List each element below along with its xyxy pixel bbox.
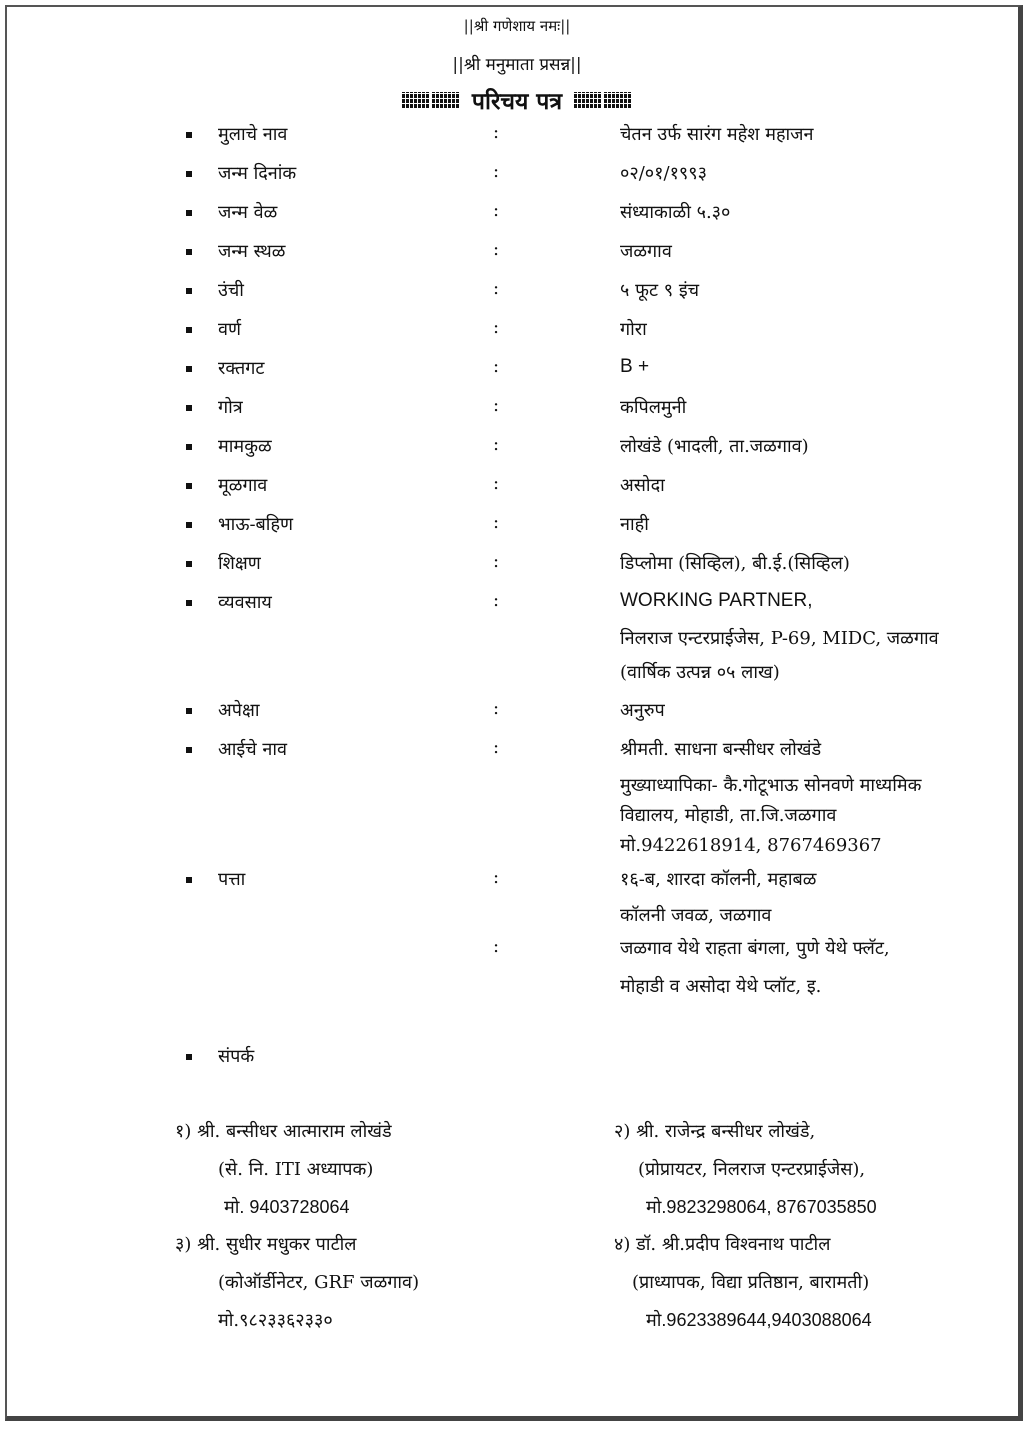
contact-name: ४) डॉ. श्री.प्रदीप विश्वनाथ पाटील: [614, 1234, 831, 1255]
field-value: असोदा: [620, 475, 665, 496]
field-colon: :: [493, 698, 500, 719]
bullet-icon: [186, 522, 192, 528]
contact-name: ३) श्री. सुधीर मधुकर पाटील: [175, 1234, 357, 1255]
contact-label: संपर्क: [218, 1046, 255, 1067]
bullet-icon: [186, 327, 192, 333]
field-row: [0, 590, 1034, 620]
field-label: पत्ता: [218, 869, 246, 890]
field-colon: :: [493, 239, 500, 260]
field-colon: :: [493, 161, 500, 182]
bullet-icon: [186, 249, 192, 255]
ornament-left-icon: [400, 90, 462, 110]
field-colon: :: [493, 512, 500, 533]
field-row: [0, 512, 1034, 542]
field-colon: :: [493, 551, 500, 572]
field-colon: :: [493, 278, 500, 299]
document-title: परिचय पत्र: [471, 88, 563, 115]
field-row: [0, 395, 1034, 425]
field-row: [0, 867, 1034, 897]
field-value-continued: मो.9422618914, 8767469367: [620, 835, 882, 856]
field-colon: :: [493, 867, 500, 888]
field-colon: :: [493, 936, 500, 957]
field-row: [0, 200, 1034, 230]
field-label: भाऊ-बहिण: [218, 514, 294, 535]
field-value: ५ फूट ९ इंच: [620, 280, 700, 301]
contact-phone: मो.9823298064, 8767035850: [646, 1197, 877, 1217]
contact-name: १) श्री. बन्सीधर आत्माराम लोखंडे: [175, 1121, 392, 1142]
field-value: डिप्लोमा (सिव्हिल), बी.ई.(सिव्हिल): [620, 553, 850, 574]
field-value: चेतन उर्फ सारंग महेश महाजन: [620, 124, 814, 145]
bullet-icon: [186, 747, 192, 753]
field-row: [0, 239, 1034, 269]
contact-role: (कोऑर्डीनेटर, GRF जळगाव): [218, 1272, 420, 1293]
contact-role: (प्राध्यापक, विद्या प्रतिष्ठान, बारामती): [632, 1272, 870, 1293]
field-value: जळगाव: [620, 241, 672, 262]
field-row: [0, 356, 1034, 386]
field-value: श्रीमती. साधना बन्सीधर लोखंडे: [620, 739, 822, 760]
field-colon: :: [493, 200, 500, 221]
field-colon: :: [493, 737, 500, 758]
bullet-icon: [186, 708, 192, 714]
field-label: आईचे नाव: [218, 739, 288, 760]
field-colon: :: [493, 590, 500, 611]
field-label: वर्ण: [218, 319, 242, 340]
field-row: [0, 317, 1034, 347]
field-label: उंची: [218, 280, 244, 301]
contact-phone: मो.9623389644,9403088064: [646, 1310, 872, 1330]
field-row: [0, 737, 1034, 767]
field-value: लोखंडे (भादली, ता.जळगाव): [620, 436, 809, 457]
field-value-continued: (वार्षिक उत्पन्न ०५ लाख): [620, 662, 780, 683]
field-value: ०२/०१/१९९३: [620, 163, 708, 184]
field-row: [0, 473, 1034, 503]
field-value-continued: विद्यालय, मोहाडी, ता.जि.जळगाव: [620, 805, 837, 826]
bullet-icon: [186, 444, 192, 450]
field-row: [0, 698, 1034, 728]
field-colon: :: [493, 473, 500, 494]
field-label: मुलाचे नाव: [218, 124, 288, 145]
ornament-right-icon: [572, 90, 634, 110]
field-value: कपिलमुनी: [620, 397, 687, 418]
field-row: [0, 278, 1034, 308]
field-label: रक्तगट: [218, 358, 265, 379]
invocation-manumata: ||श्री मनुमाता प्रसन्न||: [452, 55, 582, 75]
field-label: व्यवसाय: [218, 592, 272, 613]
contact-role: (से. नि. ITI अध्यापक): [218, 1159, 374, 1180]
bullet-icon: [186, 132, 192, 138]
field-value: B +: [620, 356, 650, 377]
field-value: WORKING PARTNER,: [620, 590, 813, 611]
property-line-1: जळगाव येथे राहता बंगला, पुणे येथे फ्लॅट,: [620, 938, 890, 959]
field-colon: :: [493, 122, 500, 143]
bullet-icon: [186, 366, 192, 372]
field-colon: :: [493, 317, 500, 338]
bullet-icon: [186, 171, 192, 177]
field-label: जन्म वेळ: [218, 202, 278, 223]
invocation-ganesha: ||श्री गणेशाय नमः||: [463, 17, 571, 35]
field-colon: :: [493, 434, 500, 455]
field-label: शिक्षण: [218, 553, 261, 574]
field-row: [0, 122, 1034, 152]
field-label: गोत्र: [218, 397, 243, 418]
field-label: अपेक्षा: [218, 700, 260, 721]
field-value-continued: मुख्याध्यापिका- कै.गोटूभाऊ सोनवणे माध्यमिक: [620, 775, 922, 796]
bullet-icon: [186, 405, 192, 411]
bullet-icon: [186, 877, 192, 883]
field-label: जन्म स्थळ: [218, 241, 286, 262]
field-row: [0, 434, 1034, 464]
field-colon: :: [493, 356, 500, 377]
contact-name: २) श्री. राजेन्द्र बन्सीधर लोखंडे,: [614, 1121, 816, 1142]
field-row: [0, 551, 1034, 581]
field-label: मूळगाव: [218, 475, 268, 496]
contact-role: (प्रोप्रायटर, निलराज एन्टरप्राईजेस),: [638, 1159, 866, 1180]
contact-heading-row: [0, 1044, 1034, 1074]
contact-phone: मो.९८२३३६२३३०: [218, 1310, 333, 1331]
property-row: [0, 936, 1034, 966]
document-title-row: [0, 84, 1034, 116]
field-colon: :: [493, 395, 500, 416]
field-row: [0, 161, 1034, 191]
field-value-continued: निलराज एन्टरप्राईजेस, P-69, MIDC, जळगाव: [620, 628, 939, 649]
field-label: मामकुळ: [218, 436, 272, 457]
bullet-icon: [186, 288, 192, 294]
field-value: अनुरुप: [620, 700, 665, 721]
field-value: नाही: [620, 514, 649, 535]
field-value: संध्याकाळी ५.३०: [620, 202, 731, 223]
field-label: जन्म दिनांक: [218, 163, 297, 184]
bullet-icon: [186, 210, 192, 216]
field-value: १६-ब, शारदा कॉलनी, महाबळ: [620, 869, 817, 890]
contact-phone: मो. 9403728064: [224, 1197, 350, 1217]
property-line-2: मोहाडी व असोदा येथे प्लॉट, इ.: [620, 976, 822, 997]
bullet-icon: [186, 561, 192, 567]
bullet-icon: [186, 600, 192, 606]
field-value: गोरा: [620, 319, 647, 340]
bullet-icon: [186, 483, 192, 489]
bullet-icon: [186, 1054, 192, 1060]
field-value-continued: कॉलनी जवळ, जळगाव: [620, 905, 772, 926]
